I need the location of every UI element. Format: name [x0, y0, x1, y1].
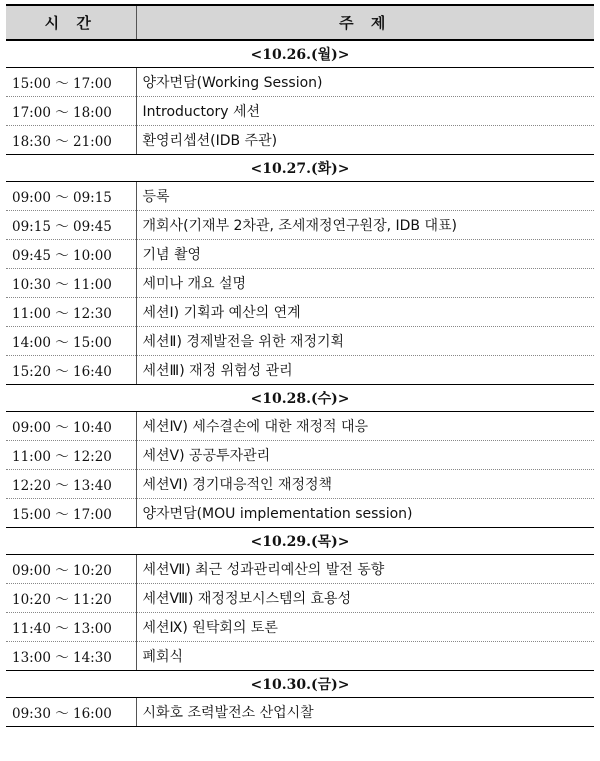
schedule-row	[6, 182, 594, 211]
topic-cell: 양자면담(MOU implementation session)	[136, 499, 594, 528]
schedule-row	[6, 126, 594, 155]
schedule-row	[6, 441, 594, 470]
date-row	[6, 155, 594, 182]
date-label: <10.27.(화)>	[6, 155, 594, 182]
schedule-container	[6, 4, 594, 727]
topic-cell: 세션Ⅶ) 최근 성과관리예산의 발전 동향	[136, 555, 594, 584]
schedule-row	[6, 698, 594, 727]
time-cell: 13:00 ～ 14:30	[6, 642, 136, 671]
time-cell: 10:20 ～ 11:20	[6, 584, 136, 613]
topic-cell: 개회사(기재부 2차관, 조세재정연구원장, IDB 대표)	[136, 211, 594, 240]
topic-cell: 세미나 개요 설명	[136, 269, 594, 298]
date-row	[6, 40, 594, 68]
time-cell: 12:20 ～ 13:40	[6, 470, 136, 499]
topic-cell: 세션Ⅷ) 재정정보시스템의 효용성	[136, 584, 594, 613]
time-cell: 17:00 ～ 18:00	[6, 97, 136, 126]
date-label: <10.30.(금)>	[6, 671, 594, 698]
topic-cell: 시화호 조력발전소 산업시찰	[136, 698, 594, 727]
schedule-row	[6, 269, 594, 298]
schedule-row	[6, 97, 594, 126]
time-cell: 11:00 ～ 12:30	[6, 298, 136, 327]
schedule-row	[6, 211, 594, 240]
time-cell: 15:00 ～ 17:00	[6, 499, 136, 528]
date-label: <10.28.(수)>	[6, 385, 594, 412]
topic-column-header: 주 제	[136, 5, 594, 40]
date-row	[6, 671, 594, 698]
schedule-row	[6, 499, 594, 528]
schedule-row	[6, 356, 594, 385]
schedule-row	[6, 584, 594, 613]
topic-cell: 세션Ⅸ) 원탁회의 토론	[136, 613, 594, 642]
time-cell: 09:30 ～ 16:00	[6, 698, 136, 727]
schedule-row	[6, 327, 594, 356]
schedule-row	[6, 240, 594, 269]
topic-cell: Introductory 세션	[136, 97, 594, 126]
topic-cell: 세션Ⅴ) 공공투자관리	[136, 441, 594, 470]
time-cell: 15:00 ～ 17:00	[6, 68, 136, 97]
topic-cell: 세션Ⅱ) 경제발전을 위한 재정기획	[136, 327, 594, 356]
date-row	[6, 528, 594, 555]
topic-cell: 기념 촬영	[136, 240, 594, 269]
topic-cell: 등록	[136, 182, 594, 211]
date-label: <10.29.(목)>	[6, 528, 594, 555]
schedule-body	[6, 40, 594, 727]
schedule-row	[6, 642, 594, 671]
date-row	[6, 385, 594, 412]
time-cell: 09:45 ～ 10:00	[6, 240, 136, 269]
date-label: <10.26.(월)>	[6, 40, 594, 68]
topic-cell: 세션Ⅲ) 재정 위험성 관리	[136, 356, 594, 385]
schedule-row	[6, 68, 594, 97]
time-cell: 11:00 ～ 12:20	[6, 441, 136, 470]
schedule-table	[6, 4, 594, 727]
time-cell: 09:00 ～ 10:20	[6, 555, 136, 584]
time-cell: 09:00 ～ 10:40	[6, 412, 136, 441]
time-cell: 10:30 ～ 11:00	[6, 269, 136, 298]
time-cell: 09:00 ～ 09:15	[6, 182, 136, 211]
topic-cell: 세션Ⅳ) 세수결손에 대한 재정적 대응	[136, 412, 594, 441]
time-cell: 14:00 ～ 15:00	[6, 327, 136, 356]
time-cell: 09:15 ～ 09:45	[6, 211, 136, 240]
time-cell: 11:40 ～ 13:00	[6, 613, 136, 642]
topic-cell: 환영리셉션(IDB 주관)	[136, 126, 594, 155]
schedule-row	[6, 298, 594, 327]
topic-cell: 양자면담(Working Session)	[136, 68, 594, 97]
time-cell: 15:20 ～ 16:40	[6, 356, 136, 385]
time-column-header: 시 간	[6, 5, 136, 40]
topic-cell: 폐회식	[136, 642, 594, 671]
schedule-row	[6, 470, 594, 499]
schedule-row	[6, 613, 594, 642]
topic-cell: 세션Ⅵ) 경기대응적인 재정정책	[136, 470, 594, 499]
schedule-row	[6, 555, 594, 584]
schedule-row	[6, 412, 594, 441]
time-cell: 18:30 ～ 21:00	[6, 126, 136, 155]
topic-cell: 세션Ⅰ) 기획과 예산의 연계	[136, 298, 594, 327]
header-row	[6, 5, 594, 40]
